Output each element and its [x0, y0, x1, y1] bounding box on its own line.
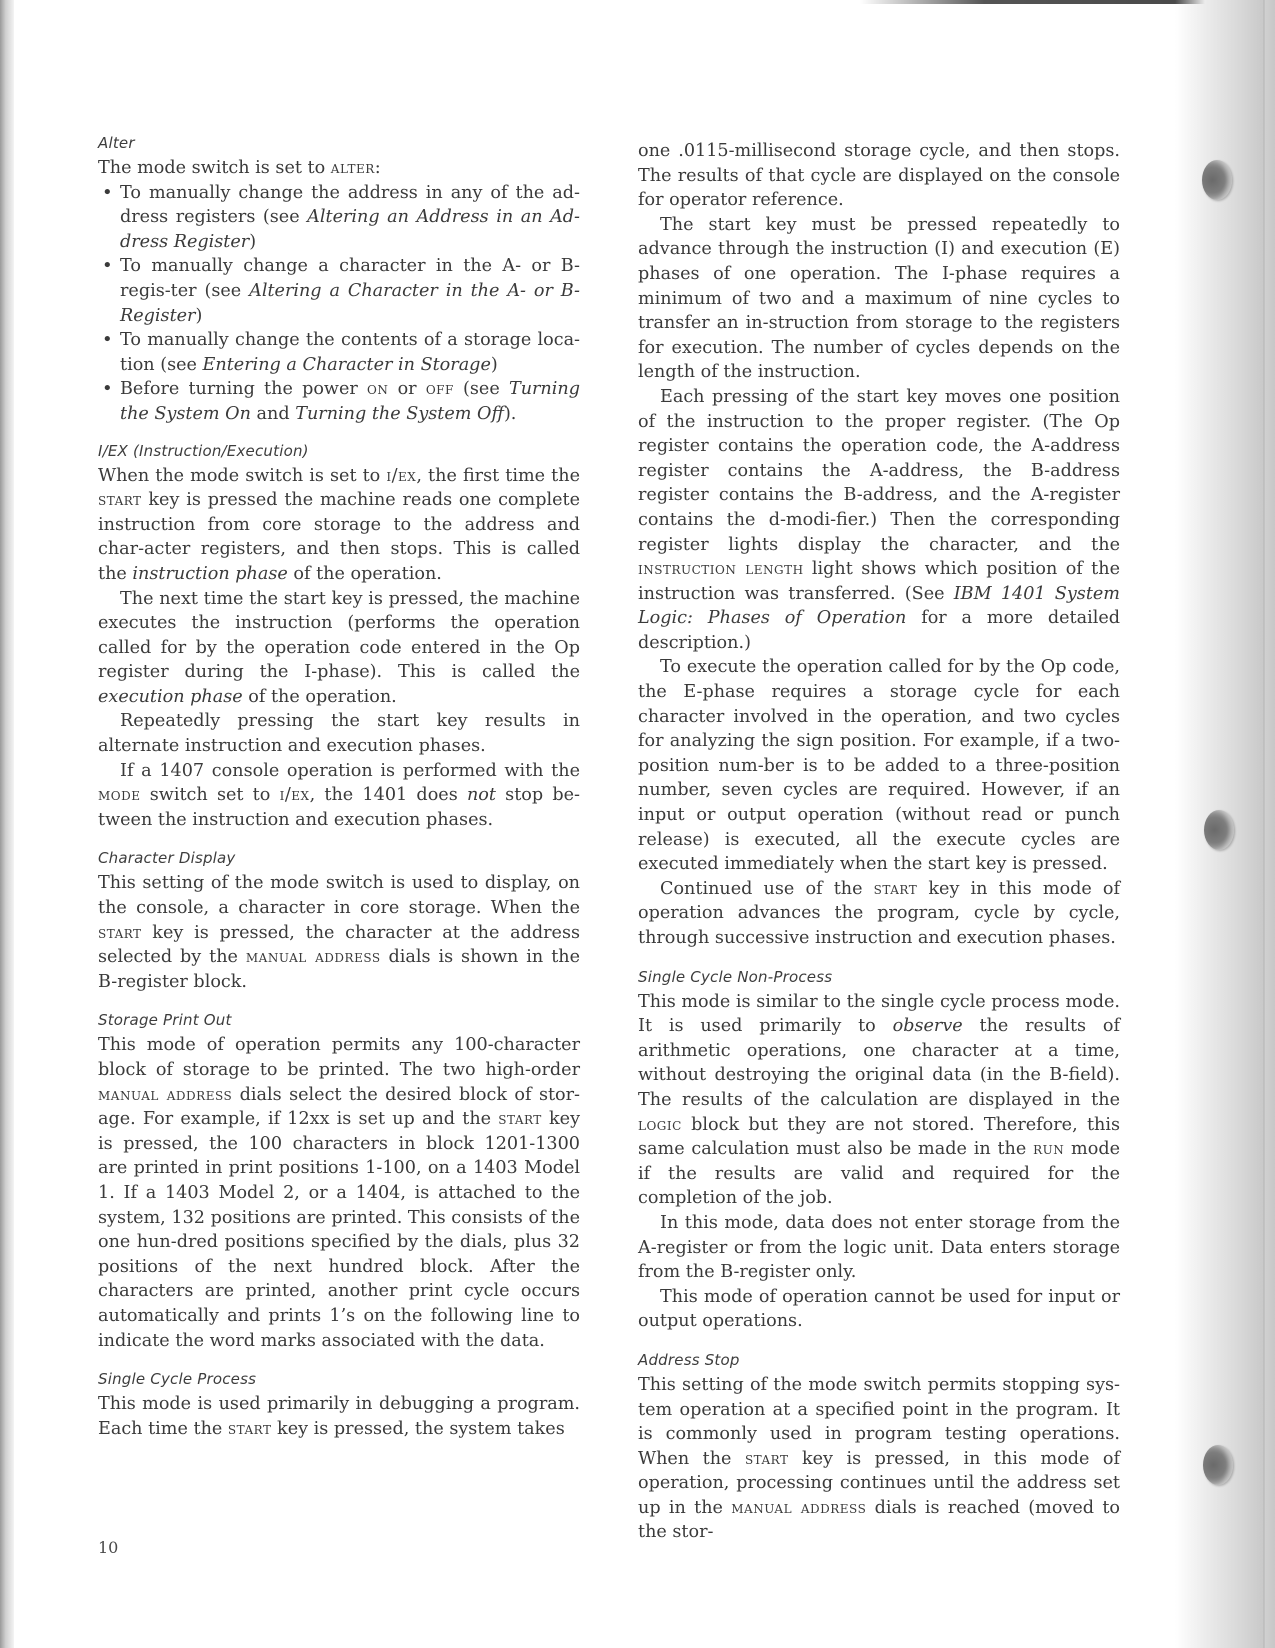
section-alter — [98, 133, 580, 427]
section-single-cycle-process-continued — [638, 139, 1120, 951]
paragraph: The start key must be pressed repeatedly to advance through the instruction (I) and execution (E) phases of one operation. The I-phase requires a minimum of two and a maximum of nine cycles to transfer an in-struction from storage to the registers for execution. The number of cycles depends on the length of the instruction. — [638, 214, 1120, 383]
paragraph: one .0115-millisecond storage cycle, and then stops. The results of that cycle are displayed on the console for operator reference. — [638, 141, 1120, 211]
paragraph: This mode of operation cannot be used for input or output operations. — [638, 1286, 1120, 1332]
section-character-display — [98, 848, 580, 994]
bullet-item: • To manually change the contents of a storage loca-tion (see Entering a Character in Storage) — [98, 328, 580, 377]
paragraph: Each pressing of the start key moves one position of the instruction to the proper register. (The Op register contains the operation code, the A-address register contains the A-address, the B-address register contains the B-address, and the A-register contains the d-modi-fier.) Then the corresponding register lights display the character, and the instruction length light shows which position of the instruction was transferred. (See IBM 1401 System Logic: Phases of Operation for a more detailed description.) — [638, 386, 1120, 653]
paragraph: This mode is used primarily in debugging a program. Each time the start key is pressed, the system takes — [98, 1394, 580, 1439]
bullet-item: • To manually change a character in the A- or B-regis-ter (see Altering a Character in the A- or B-Register) — [98, 254, 580, 328]
paragraph: If a 1407 console operation is performed with the mode switch set to i/ex, the 1401 does not stop be-tween the instruction and execution phases. — [98, 760, 580, 830]
paragraph: The mode switch is set to alter: — [98, 158, 381, 178]
paragraph: Repeatedly pressing the start key results in alternate instruction and execution phases. — [98, 711, 580, 757]
bullet-item: • Before turning the power on or off (see Turning the System On and Turning the System Off). — [98, 377, 580, 426]
punch-hole-icon — [1204, 810, 1234, 850]
section-storage-print-out — [98, 1010, 580, 1353]
section-heading: I/EX (Instruction/Execution) — [98, 441, 309, 460]
left-column — [98, 133, 580, 1457]
paragraph: This setting of the mode switch is used to display, on the console, a character in core storage. When the start key is pressed, the character at the address selected by the manual address dials is shown in the B-register block. — [98, 873, 581, 992]
punch-hole-icon — [1202, 160, 1232, 200]
section-heading: Character Display — [98, 849, 236, 868]
paragraph: To execute the operation called for by the Op code, the E-phase requires a storage cycle for each character involved in the operation, and two cycles for analyzing the sign position. For example, if a two-position num-ber is to be added to a three-position number, seven cycles are required. However, if an input or output operation (without read or punch release) is executed, all the execute cycles are executed immediately when the start key is pressed. — [638, 657, 1120, 875]
section-heading: Single Cycle Non-Process — [638, 967, 833, 986]
section-heading: Storage Print Out — [98, 1011, 232, 1030]
section-single-cycle-non-process — [638, 967, 1120, 1334]
section-single-cycle-process — [98, 1369, 580, 1441]
paragraph: The next time the start key is pressed, the machine executes the instruction (performs the operation called for by the operation code entered in the Op register during the I-phase). This is called the execution phase of the operation. — [98, 588, 580, 707]
paragraph: Continued use of the start key in this mode of operation advances the program, cycle by cycle, through successive instruction and execution phases. — [638, 878, 1121, 948]
page-left-edge-shadow — [0, 0, 14, 1648]
section-heading: Alter — [98, 134, 135, 152]
paragraph: When the mode switch is set to i/ex, the first time the start key is pressed the machine reads one complete instruction from core storage to the address and char-acter registers, and then stops. This is called the instruction phase of the operation. — [98, 465, 580, 584]
page-number: 10 — [98, 1538, 119, 1557]
section-heading: Address Stop — [638, 1350, 740, 1369]
bullet-list — [98, 181, 580, 427]
paragraph: In this mode, data does not enter storage from the A-register or from the logic unit. Data enters storage from the B-register only. — [638, 1212, 1120, 1283]
section-heading: Single Cycle Process — [98, 1370, 257, 1389]
bullet-item: • To manually change the address in any of the ad-dress registers (see Altering an Address in an Ad-dress Register) — [98, 181, 580, 255]
punch-hole-icon — [1203, 1445, 1233, 1485]
section-iex — [98, 441, 580, 833]
paragraph: This mode is similar to the single cycle process mode. It is used primarily to observe the results of arithmetic operations, one character at a time, without destroying the original data (in the B-field). The results of the calculation are displayed in the logic block but they are not stored. Therefore, this same calculation must also be made in the run mode if the results are valid and required for the completion of the job. — [638, 991, 1121, 1209]
right-column — [638, 139, 1120, 1561]
paragraph: This setting of the mode switch permits stopping sys-tem operation at a specified point in the program. It is commonly used in program testing operations. When the start key is pressed, in this mode of operation, processing continues until the address set up in the manual address dials is reached (moved to the stor- — [638, 1374, 1121, 1543]
section-address-stop — [638, 1350, 1120, 1545]
paragraph: This mode of operation permits any 100-character block of storage to be printed. The two high-order manual address dials select the desired block of stor-age. For example, if 12xx is set up and the start key is pressed, the 100 characters in block 1201-1300 are printed in print positions 1-100, on a 1403 Model 1. If a 1403 Model 2, or a 1404, is attached to the system, 132 positions are printed. This consists of the one hun-dred positions specified by the dials, plus 32 positions of the next hundred block. After the characters are printed, another print cycle occurs automatically and prints 1’s on the following line to indicate the word marks associated with the data. — [98, 1035, 581, 1351]
